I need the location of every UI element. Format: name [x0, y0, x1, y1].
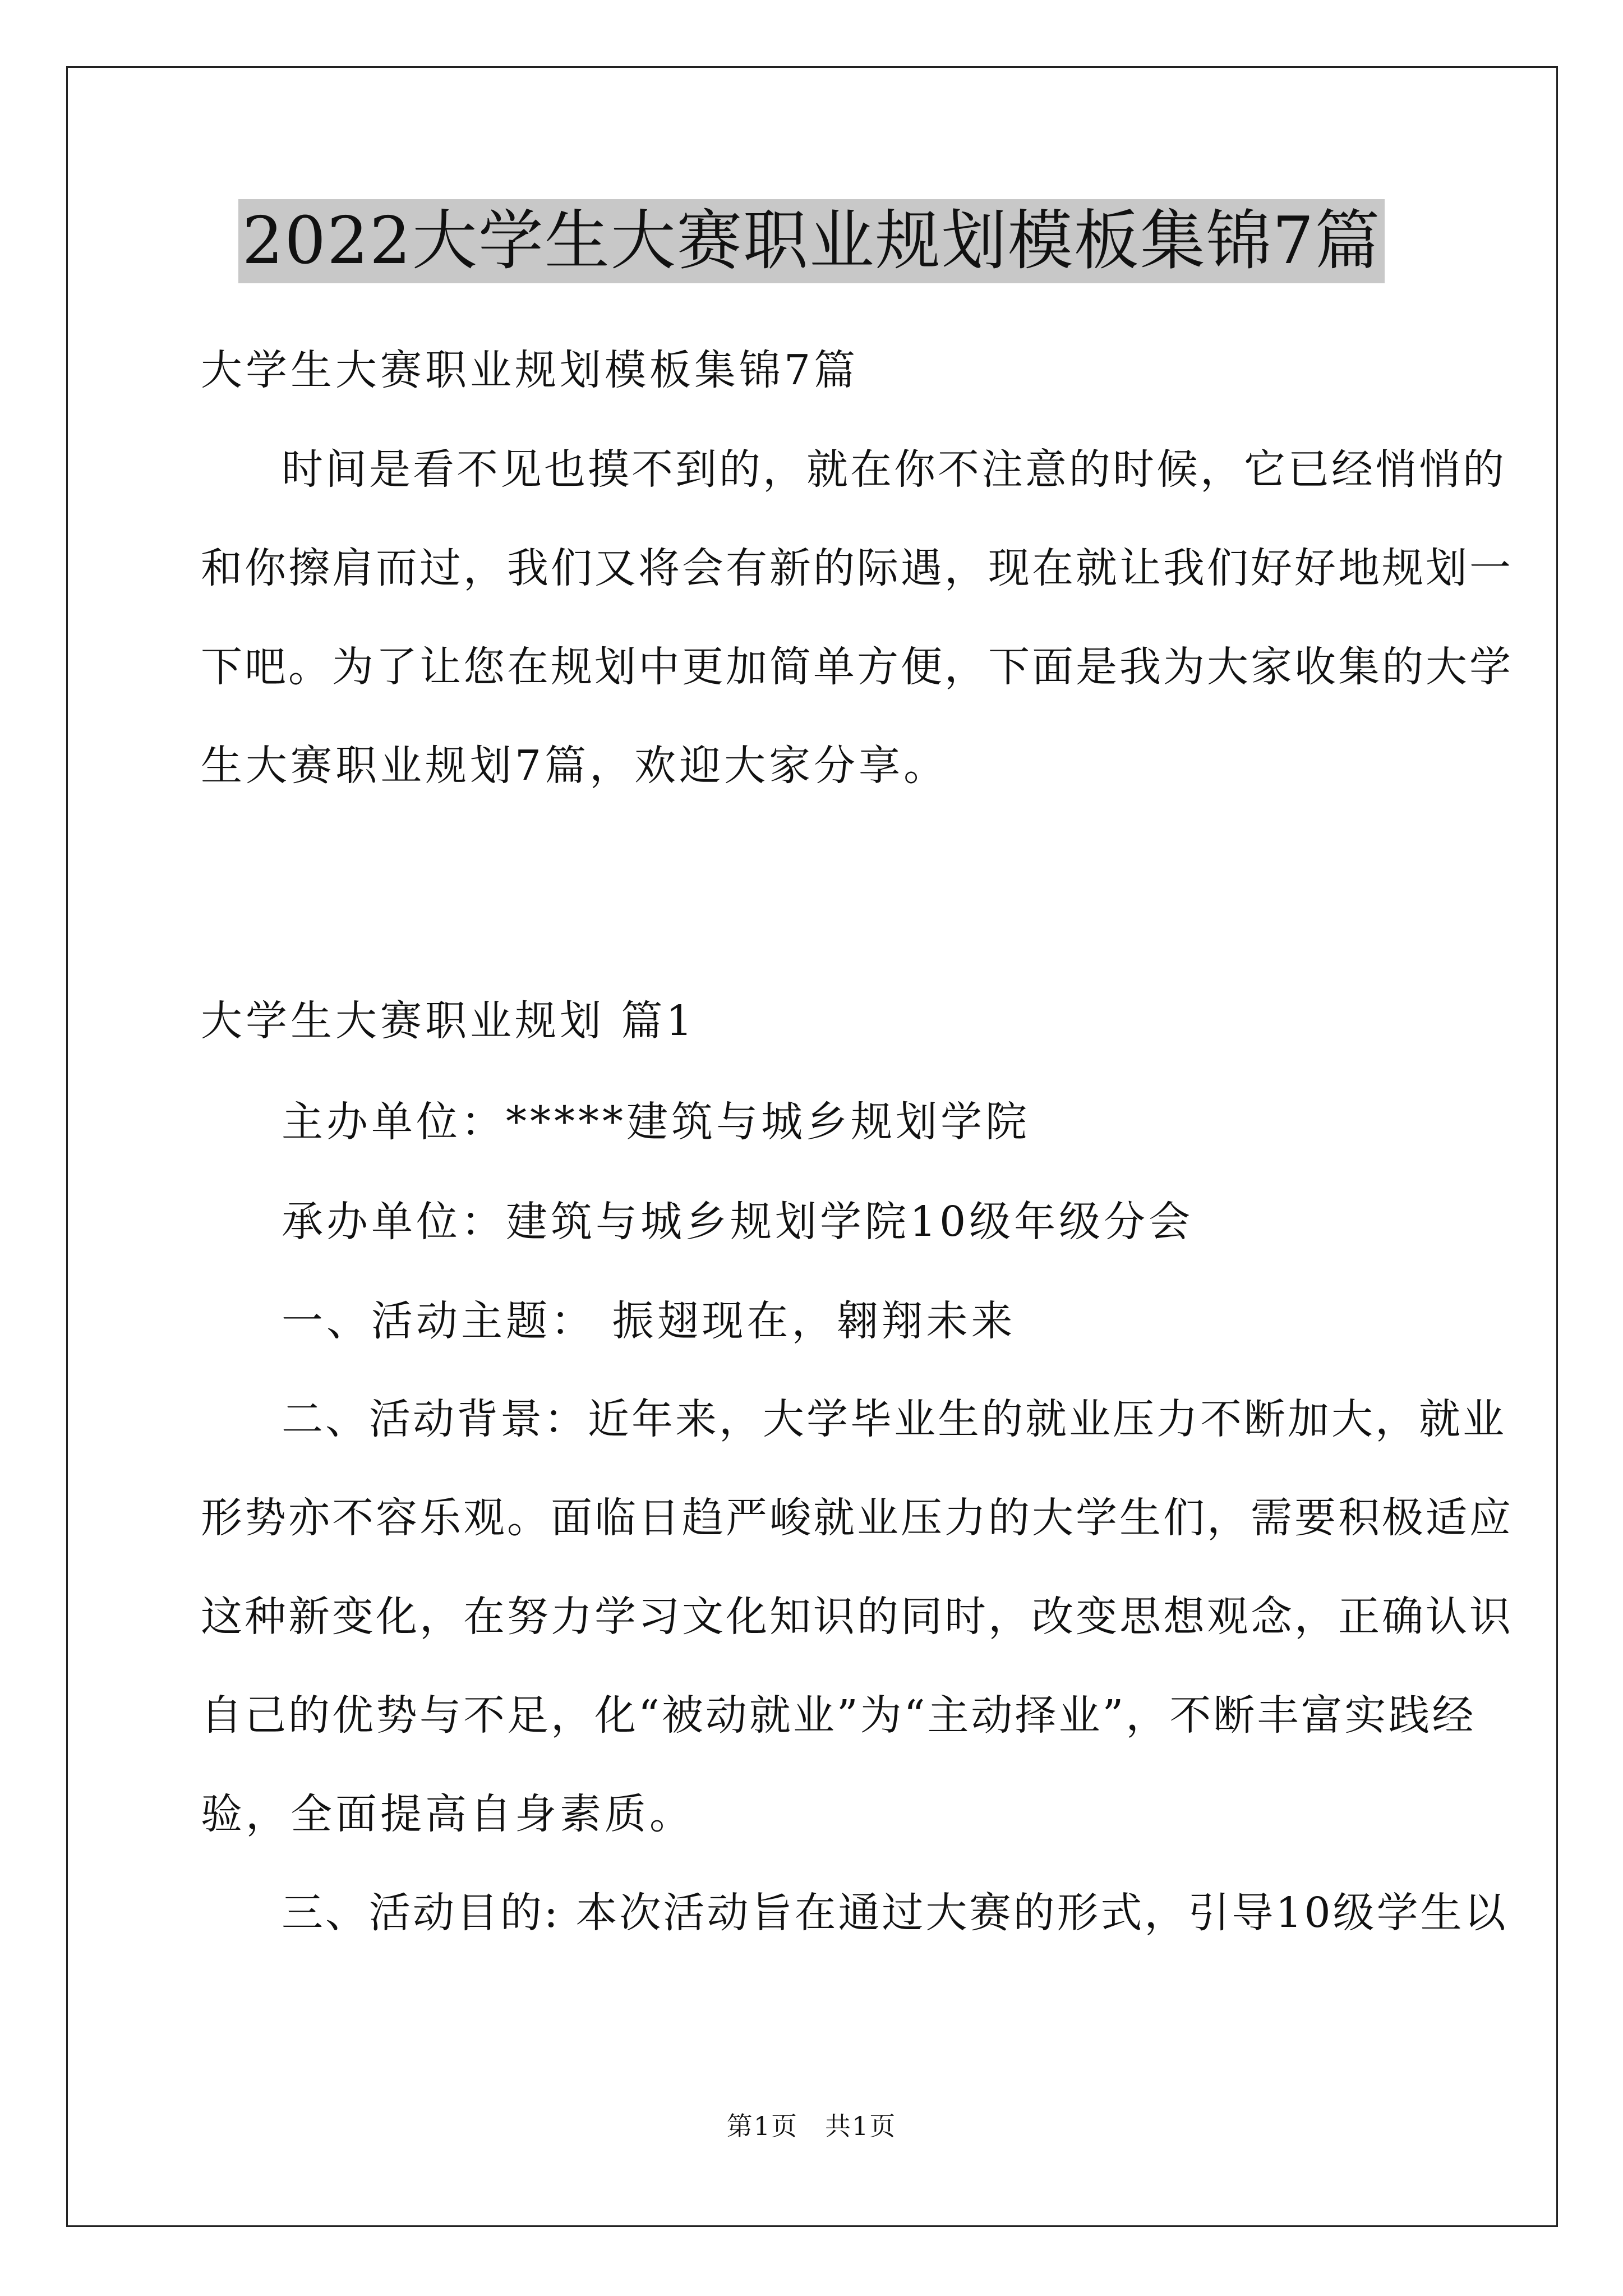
- intro-line-4: 生大赛职业规划7篇，欢迎大家分享。: [201, 742, 949, 790]
- document-title: 2022大学生大赛职业规划模板集锦7篇: [238, 199, 1384, 283]
- intro-line-1: 时间是看不见也摸不到的，就在你不注意的时候，它已经悄悄的: [282, 445, 1506, 494]
- theme-line: 一、活动主题： 振翅现在，翱翔未来: [282, 1297, 1016, 1345]
- title-container: [0, 199, 1623, 283]
- undertaker-line: 承办单位：建筑与城乡规划学院10级年级分会: [282, 1198, 1194, 1246]
- intro-line-2: 和你擦肩而过，我们又将会有新的际遇，现在就让我们好好地规划一: [201, 544, 1513, 592]
- intro-line-3: 下吧。为了让您在规划中更加简单方便，下面是我为大家收集的大学: [201, 643, 1513, 691]
- background-line-4: 自己的优势与不足，化“被动就业”为“主动择业”，不断丰富实践经: [201, 1691, 1476, 1740]
- background-line-2: 形势亦不容乐观。面临日趋严峻就业压力的大学生们，需要积极适应: [201, 1494, 1513, 1542]
- background-line-1: 二、活动背景：近年来，大学毕业生的就业压力不断加大，就业: [282, 1395, 1506, 1443]
- background-line-3: 这种新变化，在努力学习文化知识的同时，改变思想观念，正确认识: [201, 1593, 1513, 1641]
- document-subtitle: 大学生大赛职业规划模板集锦7篇: [201, 346, 859, 394]
- purpose-line: 三、活动目的: 本次活动旨在通过大赛的形式，引导10级学生以: [282, 1889, 1508, 1937]
- page-footer: 第1页 共1页: [726, 2111, 897, 2141]
- section-heading: 大学生大赛职业规划 篇1: [201, 997, 696, 1045]
- background-line-5: 验，全面提高自身素质。: [201, 1790, 694, 1838]
- organizer-line: 主办单位：*****建筑与城乡规划学院: [282, 1098, 1030, 1146]
